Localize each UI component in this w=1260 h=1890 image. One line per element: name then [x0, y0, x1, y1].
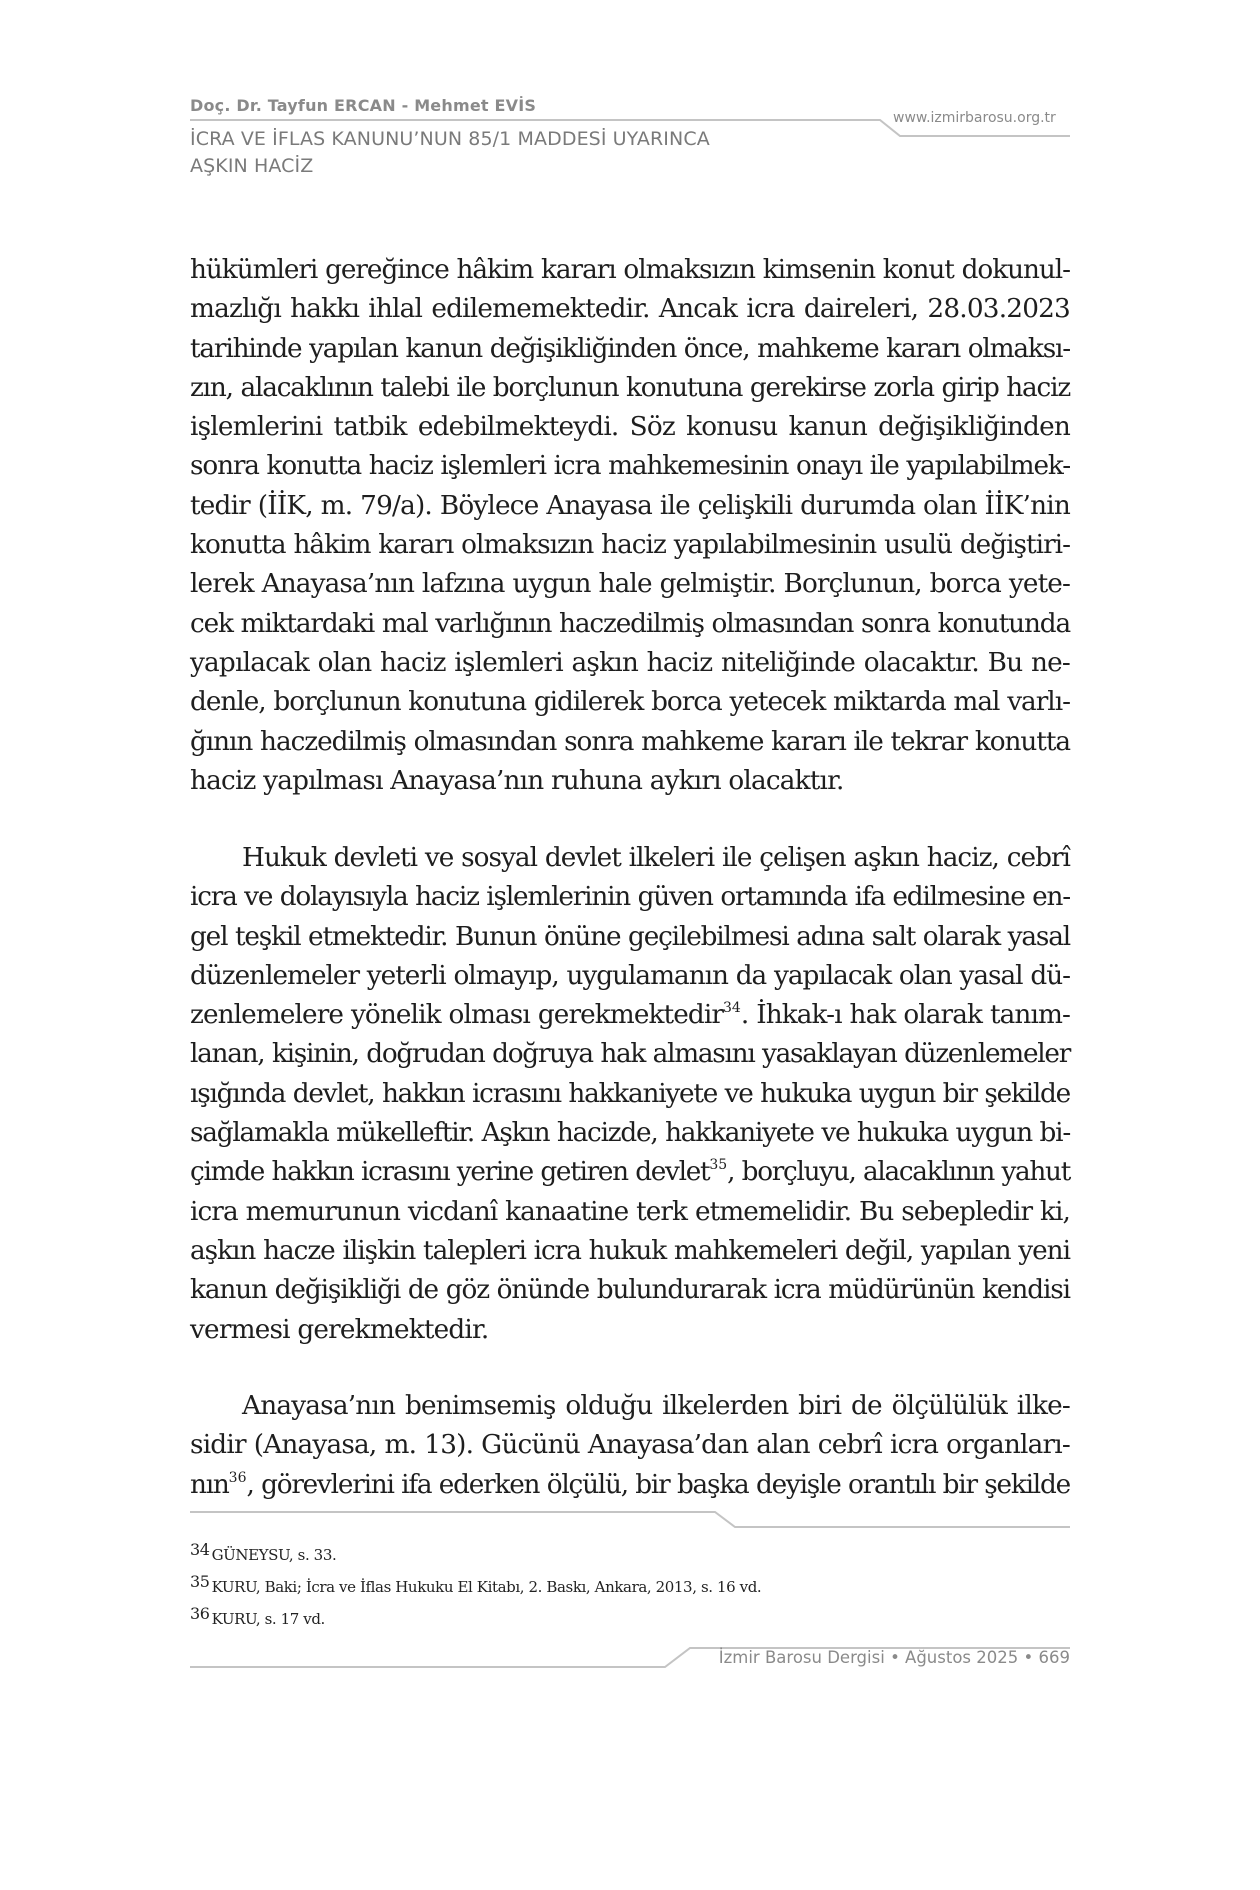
text-line: ğının haczedilmiş olmasından sonra mahkeme kararı ile tekrar konutta — [190, 726, 1070, 757]
text-line: Hukuk devleti ve sosyal devlet ilkeleri ile çelişen aşkın haciz, cebrî — [242, 843, 1070, 873]
text-line: cek miktardaki mal varlığının haczedilmiş olmasından sonra konutunda — [190, 608, 1070, 639]
footnote-35 — [190, 1566, 761, 1598]
footnote-reference[interactable]: 34 — [723, 1000, 741, 1017]
footnote-separator — [190, 1510, 1070, 1530]
text-line: icra memurunun vicdanî kanaatine terk etmemelidir. Bu sebepledir ki, — [190, 1196, 1070, 1227]
body-paragraph-3 — [190, 1387, 1070, 1505]
footer-journal-name: İzmir Barosu Dergisi — [718, 1648, 885, 1667]
footnote-36 — [190, 1598, 761, 1630]
footnote-number: 35 — [190, 1572, 210, 1591]
body-paragraph-1 — [190, 251, 1070, 801]
text-fragment: zenlemelere yönelik olması gerekmektedir — [190, 1000, 723, 1031]
text-line: gel teşkil etmektedir. Bunun önüne geçilebilmesi adına salt olarak yasal — [190, 921, 1070, 952]
text-line: sidir (Anayasa, m. 13). Gücünü Anayasa’dan alan cebrî icra organları- — [190, 1430, 1070, 1461]
text-line: mazlığı hakkı ihlal edilememektedir. Ancak icra daireleri, 28.03.2023 — [190, 294, 1070, 325]
text-line: lanan, kişinin, doğrudan doğruya hak almasını yasaklayan düzenlemeler — [190, 1039, 1070, 1070]
footnote-reference[interactable]: 36 — [228, 1469, 247, 1486]
footnote-number: 34 — [190, 1540, 210, 1559]
footnote-text: KURU, Baki; İcra ve İflas Hukuku El Kitabı, 2. Baskı, Ankara, 2013, s. 16 vd. — [211, 1578, 762, 1596]
text-fragment: , borçluyu, alacaklının yahut — [727, 1157, 1070, 1188]
text-line — [190, 1466, 1070, 1505]
footnotes — [190, 1534, 761, 1630]
header-website-link[interactable]: www.izmirbarosu.org.tr — [893, 110, 1056, 126]
text-line: ışığında devlet, hakkın icrasını hakkaniyete ve hukuka uygun bir şekilde — [190, 1078, 1070, 1109]
footer-journal-info — [719, 1648, 1070, 1667]
text-line: tarihinde yapılan kanun değişikliğinden önce, mahkeme kararı olmaksı- — [190, 333, 1070, 364]
footer-issue-date: Ağustos 2025 — [905, 1648, 1019, 1667]
page-number: 669 — [1038, 1648, 1070, 1667]
text-line: zın, alacaklının talebi ile borçlunun konutuna gerekirse zorla girip haciz — [190, 372, 1070, 403]
text-line: denle, borçlunun konutuna gidilerek borca yetecek miktarda mal varlı- — [190, 687, 1070, 718]
text-line — [190, 1153, 1070, 1192]
text-fragment: , görevlerini ifa ederken ölçülü, bir başka deyişle orantılı bir şekilde — [246, 1469, 1070, 1500]
text-line: sonra konutta haciz işlemleri icra mahkemesinin onayı ile yapılabilmek- — [190, 451, 1070, 482]
text-line: haciz yapılması Anayasa’nın ruhuna aykırı olacaktır. — [190, 765, 844, 796]
text-fragment: . İhkak-ı hak olarak tanım- — [740, 1000, 1070, 1031]
footnote-reference[interactable]: 35 — [709, 1157, 728, 1174]
header-title-line: İCRA VE İFLAS KANUNU’NUN 85/1 MADDESİ UYARINCA — [190, 128, 710, 150]
text-line: yapılacak olan haciz işlemleri aşkın haciz niteliğinde olacaktır. Bu ne- — [190, 647, 1070, 678]
text-line: hükümleri gereğince hâkim kararı olmaksızın kimsenin konut dokunul- — [190, 255, 1070, 285]
footer-bullet: • — [1023, 1648, 1039, 1667]
text-line: aşkın hacze ilişkin talepleri icra hukuk mahkemeleri değil, yapılan yeni — [190, 1235, 1070, 1266]
body-paragraph-2 — [190, 839, 1070, 1350]
text-line: Anayasa’nın benimsemiş olduğu ilkelerden biri de ölçülülük ilke- — [242, 1391, 1070, 1421]
text-line: konutta hâkim kararı olmaksızın haciz yapılabilmesinin usulü değiştiri- — [190, 530, 1070, 561]
text-line: düzenlemeler yeterli olmayıp, uygulamanın da yapılacak olan yasal dü- — [190, 960, 1070, 991]
header-authors: Doç. Dr. Tayfun ERCAN - Mehmet EVİS — [190, 96, 537, 115]
text-line: lerek Anayasa’nın lafzına uygun hale gelmiştir. Borçlunun, borca yete- — [190, 569, 1070, 600]
text-line: icra ve dolayısıyla haciz işlemlerinin güven ortamında ifa edilmesine en- — [190, 882, 1070, 913]
header-article-title — [190, 126, 710, 180]
footer-bullet: • — [890, 1648, 906, 1667]
footnote-text: GÜNEYSU, s. 33. — [211, 1546, 337, 1564]
text-fragment: nın — [190, 1469, 229, 1500]
footnote-number: 36 — [190, 1604, 210, 1623]
footnote-text: KURU, s. 17 vd. — [211, 1610, 325, 1628]
text-line — [190, 996, 1070, 1035]
text-fragment: çimde hakkın icrasını yerine getiren devlet — [190, 1157, 710, 1188]
text-line: sağlamakla mükelleftir. Aşkın hacizde, hakkaniyete ve hukuka uygun bi- — [190, 1118, 1070, 1149]
text-line: vermesi gerekmektedir. — [190, 1314, 489, 1345]
header-title-line: AŞKIN HACİZ — [190, 155, 314, 177]
text-line: işlemlerini tatbik edebilmekteydi. Söz konusu kanun değişikliğinden — [190, 412, 1070, 443]
footnote-34 — [190, 1534, 761, 1566]
text-line: kanun değişikliği de göz önünde bulundurarak icra müdürünün kendisi — [190, 1275, 1070, 1306]
text-line: tedir (İİK, m. 79/a). Böylece Anayasa ile çelişkili durumda olan İİK’nin — [190, 490, 1070, 521]
